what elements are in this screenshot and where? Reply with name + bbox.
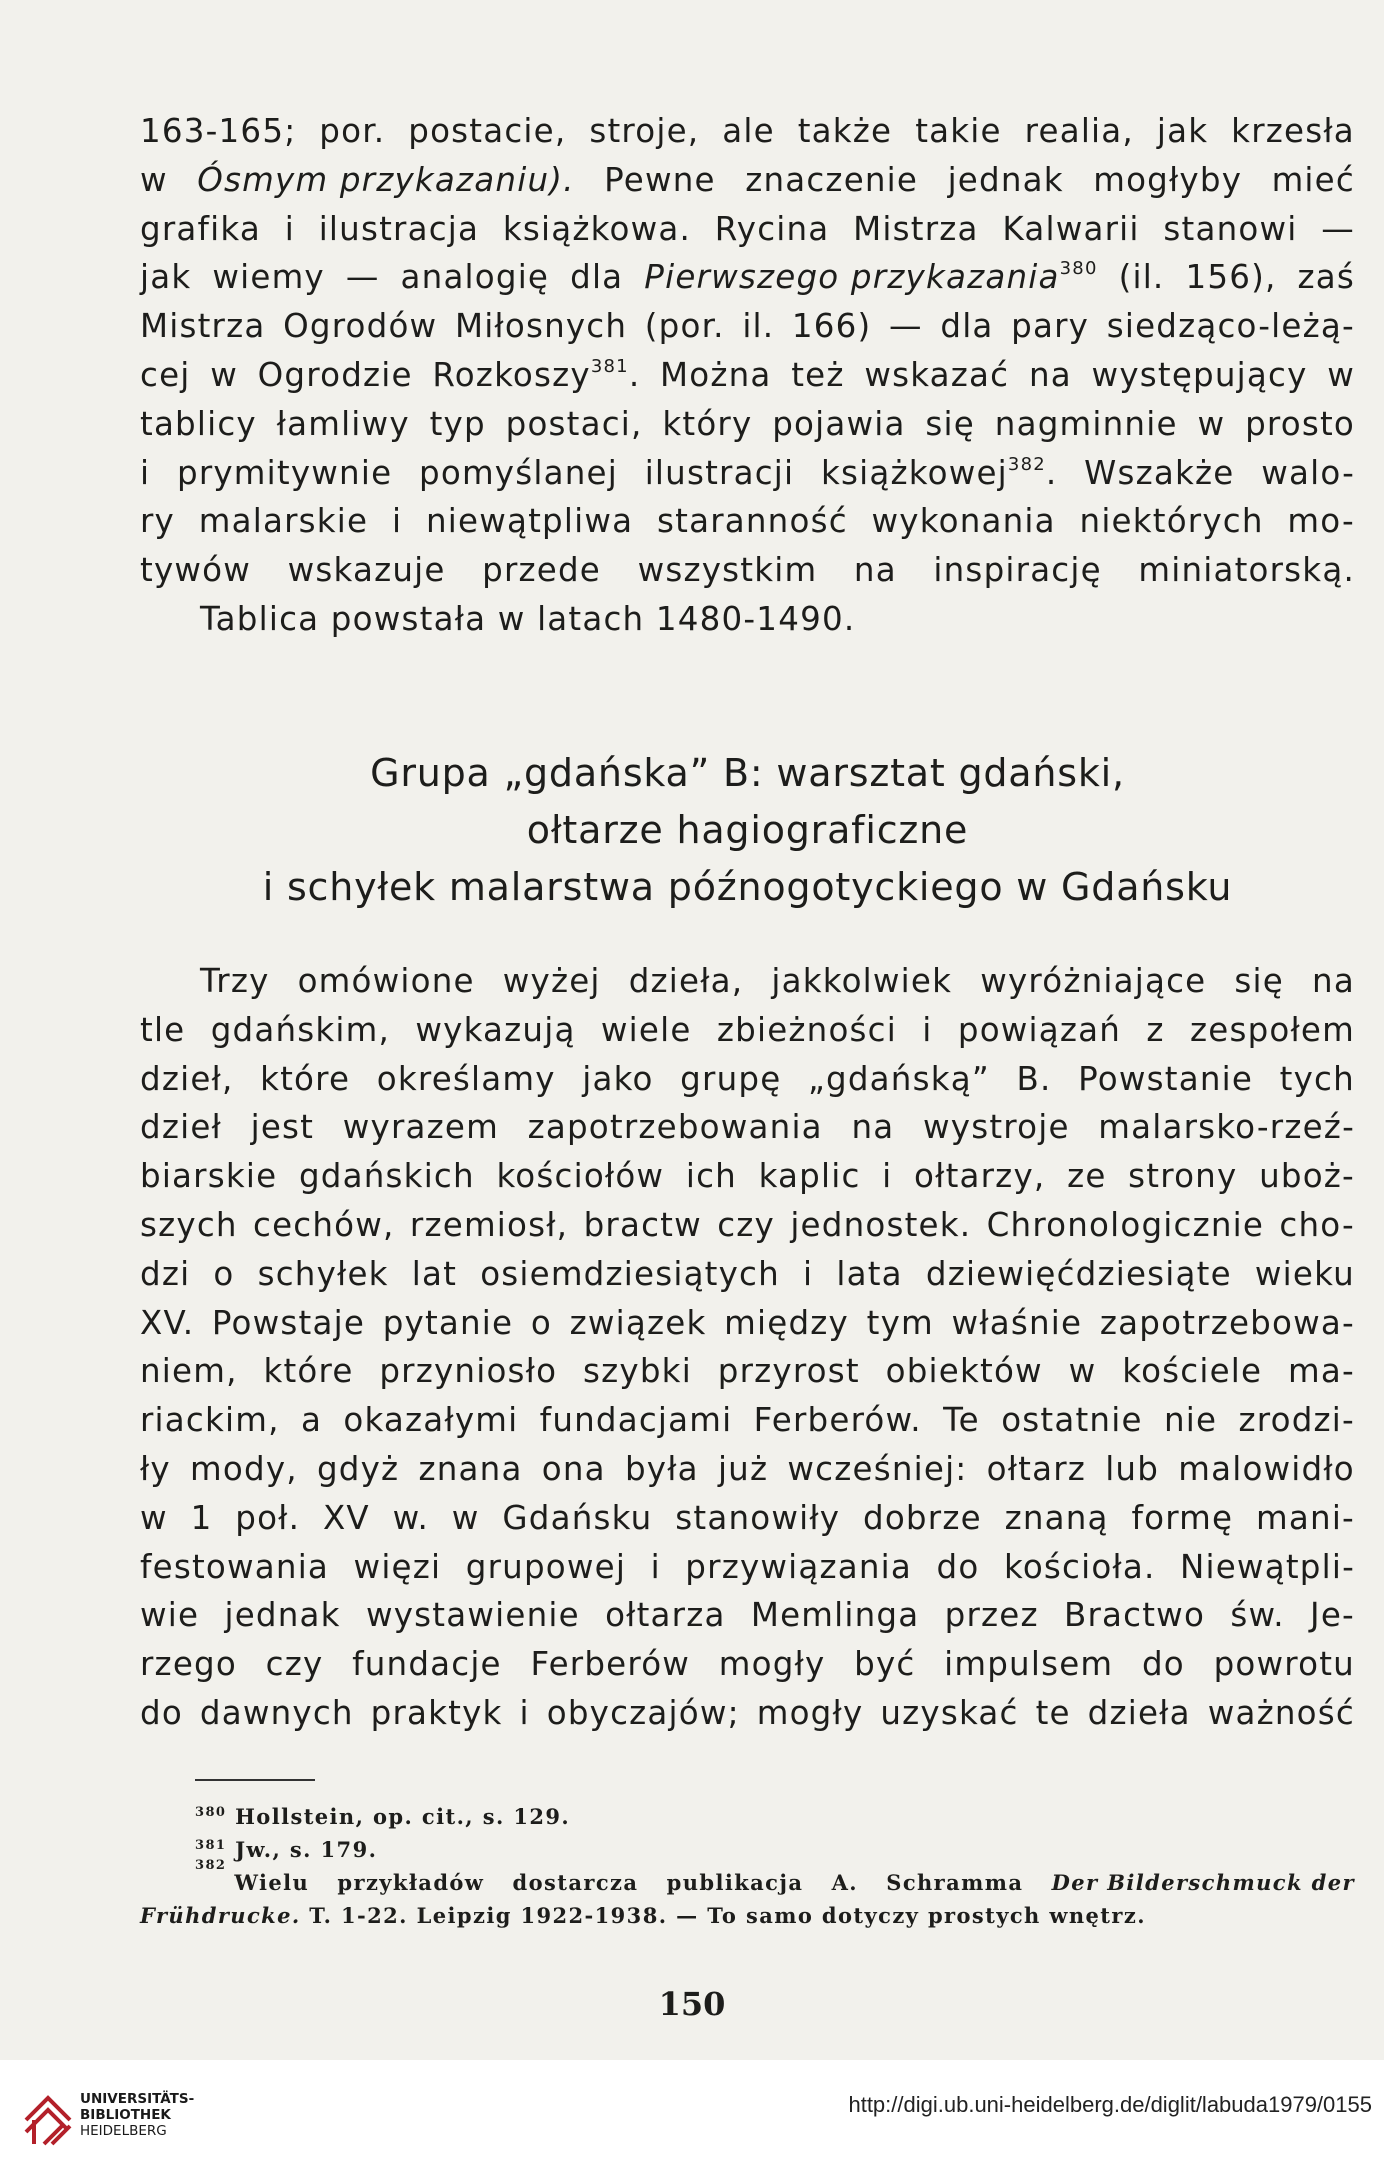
word: okazałymi bbox=[343, 1401, 519, 1440]
word: miniatorską. bbox=[1138, 551, 1355, 590]
word: zapotrzebowania bbox=[527, 1108, 823, 1147]
text-line bbox=[140, 1055, 1355, 1104]
word: tablicy bbox=[140, 404, 257, 443]
word: biarskie bbox=[140, 1157, 278, 1196]
word: lat bbox=[411, 1254, 458, 1293]
word: więzi bbox=[353, 1547, 442, 1586]
word: gdańskim, bbox=[210, 1010, 391, 1049]
footnote-reference: 381 bbox=[590, 355, 629, 377]
word: XV. bbox=[140, 1303, 195, 1342]
word: i bbox=[140, 453, 151, 492]
text-line bbox=[140, 546, 1355, 595]
word: grafika bbox=[140, 209, 261, 248]
word: B. bbox=[1016, 1059, 1052, 1098]
text-line bbox=[140, 1543, 1355, 1592]
text-line bbox=[140, 400, 1355, 449]
word: Rycina bbox=[714, 209, 830, 248]
word: grupowej bbox=[465, 1547, 627, 1586]
word: ostatnie bbox=[1001, 1401, 1143, 1440]
footnote-382-number: 382 bbox=[195, 1858, 227, 1873]
word: impulsem bbox=[944, 1645, 1114, 1684]
word: cechów, bbox=[253, 1205, 395, 1244]
word: poł. bbox=[235, 1498, 301, 1537]
footnote-381-number: 381 bbox=[195, 1838, 227, 1853]
word: mogły bbox=[756, 1693, 864, 1732]
word: ich bbox=[685, 1157, 737, 1196]
section-heading bbox=[140, 745, 1355, 916]
word: zrodzi- bbox=[1238, 1401, 1355, 1440]
text-line bbox=[140, 1689, 1355, 1738]
footnote-380-text: Hollstein, op. cit., s. 129. bbox=[235, 1804, 571, 1829]
word: Der Bilderschmuck der bbox=[1051, 1870, 1355, 1895]
word: fundacjami bbox=[539, 1401, 733, 1440]
word: 1 bbox=[190, 1498, 213, 1537]
source-url-link[interactable]: http://digi.ub.uni-heidelberg.de/diglit/labuda1979/0155 bbox=[848, 2092, 1372, 2117]
word: lub bbox=[1105, 1449, 1160, 1488]
word: Trzy bbox=[200, 962, 270, 1000]
word: ry bbox=[140, 502, 175, 541]
word: zapotrzebowa- bbox=[1099, 1303, 1355, 1342]
text-line bbox=[140, 449, 1355, 498]
text-line bbox=[140, 957, 1355, 1006]
word: siedząco-leżą- bbox=[1106, 307, 1355, 346]
text-line bbox=[140, 156, 1355, 205]
word: a bbox=[300, 1401, 323, 1440]
word: tywów bbox=[140, 551, 252, 590]
word: o bbox=[213, 1254, 235, 1293]
word: jednak bbox=[947, 160, 1064, 199]
word: Wielu bbox=[234, 1870, 310, 1895]
word: ilustracja bbox=[318, 209, 480, 248]
word: A. bbox=[831, 1870, 859, 1895]
word: (il. bbox=[1118, 258, 1165, 297]
word: rzemiosł, bbox=[409, 1205, 569, 1244]
text-line bbox=[140, 1201, 1355, 1250]
text-line bbox=[140, 1494, 1355, 1543]
footnote-380-number: 380 bbox=[195, 1805, 227, 1820]
word: które bbox=[260, 1059, 351, 1098]
word: Powstanie bbox=[1078, 1059, 1254, 1098]
word: prosto bbox=[1245, 404, 1355, 443]
paragraph-1 bbox=[140, 107, 1355, 644]
word: była bbox=[624, 1449, 699, 1488]
word: uboż- bbox=[1259, 1157, 1355, 1196]
word: w bbox=[1327, 355, 1355, 394]
word: wyróżniające bbox=[980, 962, 1207, 1000]
word: Ferberów bbox=[530, 1645, 691, 1684]
library-name-line-3: HEIDELBERG bbox=[80, 2123, 167, 2139]
word: przywiązania bbox=[685, 1547, 913, 1586]
word: wykonania bbox=[871, 502, 1056, 541]
word: zaś bbox=[1297, 258, 1355, 297]
word: wskazać bbox=[864, 355, 1010, 394]
paragraph-1-last-line: Tablica powstała w latach 1480-1490. bbox=[200, 599, 856, 638]
word: Można bbox=[660, 355, 772, 394]
word: Ferberów. bbox=[753, 1401, 922, 1440]
word: takie bbox=[915, 112, 1002, 150]
word: malowidło bbox=[1178, 1449, 1355, 1488]
word: kościele bbox=[1122, 1352, 1263, 1391]
word: związek bbox=[569, 1303, 707, 1342]
word: analogię bbox=[400, 258, 550, 297]
word: strony bbox=[1128, 1157, 1238, 1196]
word: wystawienie bbox=[365, 1596, 580, 1635]
word: określamy bbox=[376, 1059, 556, 1098]
word: dostarcza bbox=[512, 1870, 639, 1895]
word: 163-165; bbox=[140, 112, 297, 150]
word: i bbox=[882, 1157, 893, 1196]
word: Mistrza bbox=[853, 209, 979, 248]
word: — bbox=[889, 307, 923, 346]
word: się bbox=[1234, 962, 1284, 1000]
word: nie bbox=[1163, 1401, 1218, 1440]
word: ale bbox=[722, 112, 775, 150]
word: właśnie bbox=[951, 1303, 1083, 1342]
word: — bbox=[1321, 209, 1355, 248]
word: dla bbox=[570, 258, 624, 297]
word: wie bbox=[140, 1596, 200, 1635]
word: książkowa. bbox=[502, 209, 692, 248]
word: wskazuje bbox=[287, 551, 446, 590]
word: wieku bbox=[1254, 1254, 1355, 1293]
word: św. bbox=[1230, 1596, 1285, 1635]
word: niektórych bbox=[1079, 502, 1264, 541]
word: il. bbox=[742, 307, 775, 346]
word: w bbox=[140, 1498, 168, 1537]
word: Chronologicznie bbox=[986, 1205, 1265, 1244]
word: malarskie bbox=[198, 502, 369, 541]
word: Memlinga bbox=[750, 1596, 920, 1635]
word: ły bbox=[140, 1449, 171, 1488]
word: do bbox=[936, 1547, 980, 1586]
word: które bbox=[263, 1352, 354, 1391]
word: dzieł, bbox=[140, 1059, 234, 1098]
heading-line-3: i schyłek malarstwa późnogotyckiego w Gdańsku bbox=[262, 865, 1233, 909]
word: też bbox=[791, 355, 845, 394]
word: jest bbox=[250, 1108, 315, 1147]
word: ołtarz bbox=[986, 1449, 1087, 1488]
text-line bbox=[140, 253, 1355, 302]
word: cho- bbox=[1279, 1205, 1355, 1244]
word: dobrze bbox=[863, 1498, 982, 1537]
footnote-382-line-2: Frühdrucke. T. 1-22. Leipzig 1922-1938. — To samo dotyczy prostych wnętrz. bbox=[140, 1903, 1146, 1928]
word: bractw bbox=[583, 1205, 702, 1244]
word: powrotu bbox=[1213, 1645, 1355, 1684]
heidelberg-library-logo-icon bbox=[22, 2080, 74, 2148]
word: w bbox=[210, 355, 238, 394]
word: te bbox=[1035, 1693, 1071, 1732]
word: — bbox=[345, 258, 380, 297]
word: o bbox=[530, 1303, 552, 1342]
text-line bbox=[140, 351, 1355, 400]
word: uzyskać bbox=[880, 1693, 1019, 1732]
word: prymitywnie bbox=[176, 453, 393, 492]
word: mody, bbox=[190, 1449, 298, 1488]
word: dawnych bbox=[199, 1693, 354, 1732]
word: Gdańsku bbox=[502, 1498, 653, 1537]
text-line bbox=[140, 1591, 1355, 1640]
word: wcześniej: bbox=[787, 1449, 968, 1488]
word: Ogrodów bbox=[283, 307, 438, 346]
word: realia, bbox=[1024, 112, 1134, 150]
footnote-382 bbox=[140, 1858, 1355, 1899]
word: Kalwarii bbox=[1002, 209, 1140, 248]
word: przede bbox=[482, 551, 601, 590]
word: książkowej$^{382}$. bbox=[821, 453, 1058, 492]
word: Schramma bbox=[886, 1870, 1024, 1895]
word: por. bbox=[319, 112, 386, 150]
word: stroje, bbox=[589, 112, 700, 150]
text-line bbox=[140, 302, 1355, 351]
word: zbieżności bbox=[716, 1010, 897, 1049]
word: publikacja bbox=[666, 1870, 804, 1895]
word: i bbox=[803, 1254, 814, 1293]
word: Te bbox=[943, 1401, 980, 1440]
word: postacie, bbox=[408, 112, 567, 150]
word: gdańskich bbox=[298, 1157, 475, 1196]
word: ma- bbox=[1288, 1352, 1355, 1391]
text-line bbox=[140, 1640, 1355, 1689]
word: powiązań bbox=[957, 1010, 1122, 1049]
word: grupę bbox=[680, 1059, 782, 1098]
word: łamliwy bbox=[276, 404, 410, 443]
word: na bbox=[853, 551, 897, 590]
word: kościoła. bbox=[1003, 1547, 1156, 1586]
word: Rozkoszy$^{381}$. bbox=[432, 355, 641, 394]
word: niewątpliwa bbox=[426, 502, 634, 541]
word: w bbox=[451, 1498, 480, 1537]
word: przez bbox=[944, 1596, 1039, 1635]
footnote-separator bbox=[195, 1779, 315, 1781]
library-name-line-1: UNIVERSITÄTS- bbox=[80, 2091, 195, 2107]
word: kościołów bbox=[496, 1157, 665, 1196]
word: który bbox=[662, 404, 753, 443]
word: mogły bbox=[718, 1645, 826, 1684]
text-line bbox=[140, 205, 1355, 254]
word: z bbox=[1146, 1010, 1165, 1049]
word: wiemy bbox=[212, 258, 325, 297]
text-line bbox=[140, 1396, 1355, 1445]
word: wykazują bbox=[415, 1010, 576, 1049]
word: przykładów bbox=[337, 1870, 485, 1895]
paragraph-2 bbox=[140, 957, 1355, 1738]
word: mogłyby bbox=[1093, 160, 1243, 199]
word: tym bbox=[866, 1303, 934, 1342]
word: Powstaje bbox=[211, 1303, 366, 1342]
footnote-reference: 380 bbox=[1059, 258, 1098, 280]
word: w bbox=[140, 160, 168, 199]
word: kaplic bbox=[758, 1157, 861, 1196]
word: fundacje bbox=[352, 1645, 502, 1684]
word: dzi bbox=[140, 1254, 191, 1293]
heading-line-2: ołtarze hagiograficzne bbox=[526, 808, 969, 852]
word: dziewięćdziesiąte bbox=[925, 1254, 1232, 1293]
word: na bbox=[1028, 355, 1072, 394]
word: Wszakże bbox=[1084, 453, 1235, 492]
word: obyczajów; bbox=[546, 1693, 740, 1732]
word: dzieła, bbox=[628, 962, 744, 1000]
text-line bbox=[140, 497, 1355, 546]
word: ołtarza bbox=[605, 1596, 726, 1635]
word: wystroje bbox=[923, 1108, 1070, 1147]
word: typ bbox=[429, 404, 486, 443]
word: pytanie bbox=[382, 1303, 514, 1342]
word: wyrazem bbox=[342, 1108, 499, 1147]
word: (por. bbox=[644, 307, 725, 346]
text-line bbox=[140, 107, 1355, 156]
word: pojawia bbox=[772, 404, 906, 443]
word: ze bbox=[1067, 1157, 1107, 1196]
word: między bbox=[724, 1303, 849, 1342]
footnote-380 bbox=[140, 1800, 1355, 1833]
library-name-line-2: BIBLIOTHEK bbox=[80, 2107, 171, 2123]
word: wszystkim bbox=[637, 551, 818, 590]
text-line bbox=[140, 1250, 1355, 1299]
word: przyrost bbox=[717, 1352, 860, 1391]
word: staranność bbox=[657, 502, 848, 541]
word: jednostek. bbox=[790, 1205, 972, 1244]
word: i bbox=[922, 1010, 933, 1049]
word: ważność bbox=[1207, 1693, 1355, 1732]
heading-line-1: Grupa „gdańska” B: warsztat gdański, bbox=[370, 751, 1125, 795]
word: gdyż bbox=[316, 1449, 400, 1488]
word: już bbox=[717, 1449, 769, 1488]
word: lata bbox=[836, 1254, 903, 1293]
word: Pewne bbox=[604, 160, 716, 199]
word: Niewątpli- bbox=[1180, 1547, 1355, 1586]
text-line bbox=[140, 1347, 1355, 1396]
word: stanowiły bbox=[675, 1498, 841, 1537]
word: znaną bbox=[1004, 1498, 1109, 1537]
word: Miłosnych bbox=[454, 307, 628, 346]
word: postaci, bbox=[505, 404, 643, 443]
word: także bbox=[797, 112, 893, 150]
word: mani- bbox=[1256, 1498, 1355, 1537]
word: w bbox=[1068, 1352, 1097, 1391]
word: „gdańską” bbox=[807, 1059, 990, 1098]
word: jakkolwiek bbox=[771, 962, 953, 1000]
word: Je- bbox=[1310, 1596, 1355, 1635]
word: malarsko-rzeź- bbox=[1098, 1108, 1355, 1147]
word: schyłek bbox=[257, 1254, 389, 1293]
text-line bbox=[140, 1006, 1355, 1055]
word: Ósmym przykazaniu). bbox=[197, 160, 575, 199]
word: do bbox=[1141, 1645, 1185, 1684]
word: dla bbox=[940, 307, 994, 346]
word: być bbox=[854, 1645, 916, 1684]
word: na bbox=[1312, 962, 1355, 1000]
word: cej bbox=[140, 355, 191, 394]
word: i bbox=[519, 1693, 530, 1732]
footnote-382-line-1 bbox=[234, 1866, 1355, 1899]
text-line bbox=[140, 1299, 1355, 1348]
word: ilustracji bbox=[644, 453, 795, 492]
word: znana bbox=[418, 1449, 523, 1488]
word: szybki bbox=[583, 1352, 692, 1391]
footnotes bbox=[140, 1800, 1355, 1932]
word: XV bbox=[322, 1498, 370, 1537]
word: i bbox=[392, 502, 403, 541]
word: jak bbox=[1156, 112, 1209, 150]
word: omówione bbox=[297, 962, 475, 1000]
word: i bbox=[284, 209, 295, 248]
word: się bbox=[925, 404, 975, 443]
word: czy bbox=[717, 1205, 775, 1244]
word: w bbox=[1197, 404, 1226, 443]
word: przyniosło bbox=[379, 1352, 558, 1391]
word: tle bbox=[140, 1010, 186, 1049]
word: i bbox=[650, 1547, 661, 1586]
text-line bbox=[140, 1445, 1355, 1494]
word: ona bbox=[541, 1449, 606, 1488]
word: Pierwszego przykazania$^{380}$ bbox=[644, 258, 1098, 297]
word: tych bbox=[1279, 1059, 1355, 1098]
word: ołtarzy, bbox=[914, 1157, 1046, 1196]
footer-bar bbox=[0, 2060, 1384, 2177]
library-name bbox=[80, 2091, 194, 2139]
word: 166) bbox=[791, 307, 872, 346]
word: Bractwo bbox=[1063, 1596, 1206, 1635]
word: mieć bbox=[1271, 160, 1355, 199]
word: czy bbox=[265, 1645, 324, 1684]
word: nagminnie bbox=[994, 404, 1178, 443]
word: zespołem bbox=[1190, 1010, 1355, 1049]
word: do bbox=[140, 1693, 183, 1732]
word: riackim, bbox=[140, 1401, 280, 1440]
word: 156), bbox=[1185, 258, 1277, 297]
word: inspirację bbox=[933, 551, 1102, 590]
word: festowania bbox=[140, 1547, 330, 1586]
word: szych bbox=[140, 1205, 238, 1244]
word: w. bbox=[392, 1498, 429, 1537]
word: mo- bbox=[1287, 502, 1355, 541]
word: walo- bbox=[1261, 453, 1355, 492]
word: praktyk bbox=[370, 1693, 503, 1732]
word: wiele bbox=[600, 1010, 692, 1049]
footnote-381 bbox=[140, 1833, 1355, 1866]
word: Mistrza bbox=[140, 307, 266, 346]
word: pomyślanej bbox=[419, 453, 618, 492]
word: obiektów bbox=[885, 1352, 1043, 1391]
word: jednak bbox=[224, 1596, 341, 1635]
word: jak bbox=[140, 258, 192, 297]
word: dzieł bbox=[140, 1108, 222, 1147]
text-line bbox=[140, 1152, 1355, 1201]
word: formę bbox=[1131, 1498, 1234, 1537]
footnote-reference: 382 bbox=[1007, 453, 1046, 475]
word: wyżej bbox=[502, 962, 601, 1000]
word: rzego bbox=[140, 1645, 237, 1684]
word: na bbox=[851, 1108, 895, 1147]
word: jako bbox=[582, 1059, 654, 1098]
word: dzieła bbox=[1087, 1693, 1191, 1732]
word: krzesła bbox=[1231, 112, 1355, 150]
word: pary bbox=[1011, 307, 1090, 346]
word: występujący bbox=[1091, 355, 1308, 394]
text-line bbox=[140, 1103, 1355, 1152]
footnote-381-text: Jw., s. 179. bbox=[235, 1837, 378, 1862]
page-number: 150 bbox=[658, 1985, 726, 2023]
word: stanowi bbox=[1163, 209, 1298, 248]
word: Ogrodzie bbox=[257, 355, 413, 394]
word: znaczenie bbox=[745, 160, 919, 199]
word: osiemdziesiątych bbox=[480, 1254, 780, 1293]
word: niem, bbox=[140, 1352, 238, 1391]
